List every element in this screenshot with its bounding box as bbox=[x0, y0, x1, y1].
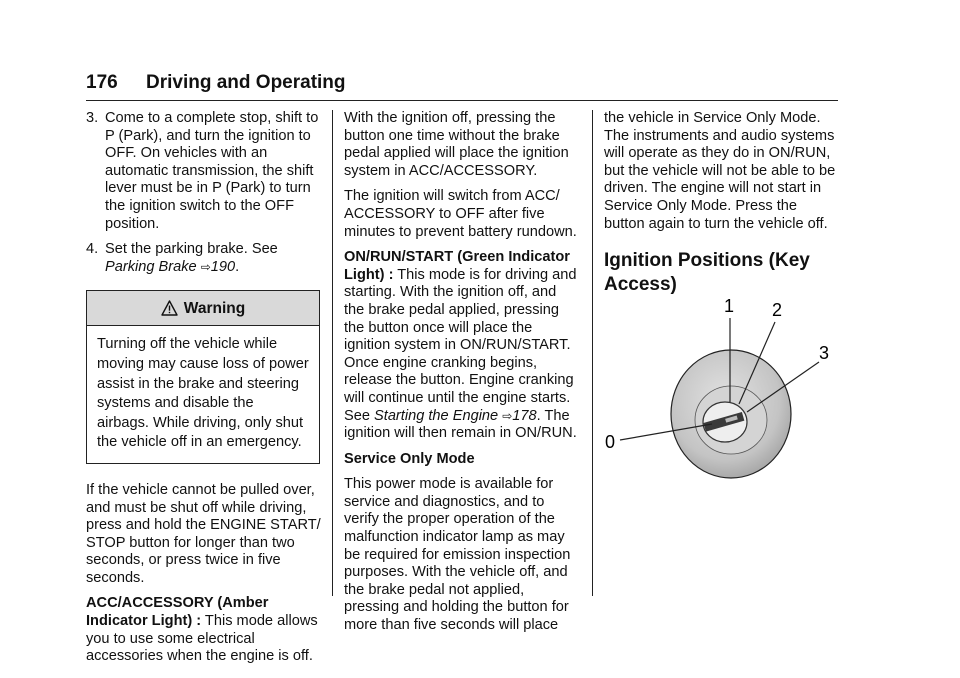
step-text: Set the parking brake. See bbox=[105, 241, 278, 258]
section-heading: Ignition Positions (Key Access) bbox=[604, 250, 810, 296]
starting-engine-link[interactable]: Starting the Engine bbox=[374, 407, 499, 424]
warning-box bbox=[86, 290, 320, 464]
acc-text: This mode allows you to use some electrical accessories when the engine is off. bbox=[86, 613, 318, 665]
step-text: Come to a complete stop, shift to P (Park), and turn the ignition to OFF. On vehicles with an automatic transmission, the shift lever must be in P (Park) to turn the ignition switch to the OFF position. bbox=[105, 110, 319, 232]
page-ref[interactable]: 190 bbox=[210, 258, 236, 275]
paragraph: If the vehicle cannot be pulled over, and must be shut off while driving, press and hold the ENGINE START/ STOP button for longer than two seconds, or press twice in five seconds. bbox=[86, 481, 321, 586]
warning-text: Turning off the vehicle while moving may cause loss of power assist in the brake and steering systems and disable the airbags. While driving, only shut the vehicle off in an emergency. bbox=[97, 336, 309, 451]
column-right bbox=[604, 110, 840, 297]
position-label-2: 2 bbox=[772, 300, 783, 320]
step-number: 3. bbox=[86, 110, 99, 126]
run-text: This mode is for driving and starting. With the ignition off, and the brake pedal applied, pressing the button once will place the ignition system in ON/RUN/START. Once engine cranking begins, release the button. Engine cranking will continue until the engine starts. See bbox=[344, 266, 577, 424]
page-ref[interactable]: 178 bbox=[512, 407, 537, 424]
page-number: 176 bbox=[86, 72, 118, 93]
acc-term: ACC/ACCESSORY (Amber Indicator Light) : bbox=[86, 595, 269, 630]
paragraph: With the ignition off, pressing the button one time without the brake pedal applied will place the ignition system in ACC/ACCESSORY. bbox=[344, 110, 569, 179]
position-label-0: 0 bbox=[605, 432, 616, 452]
column-left bbox=[86, 110, 322, 674]
paragraph: The ignition will switch from ACC/ ACCESSORY to OFF after five minutes to prevent battery rundown. bbox=[344, 188, 577, 240]
warning-header bbox=[87, 291, 319, 326]
step-item bbox=[86, 241, 322, 276]
paragraph bbox=[86, 595, 322, 665]
page-ref-icon: ⇨ bbox=[502, 408, 513, 423]
warning-title: Warning bbox=[183, 299, 246, 317]
step-item bbox=[86, 110, 322, 233]
warning-icon bbox=[161, 300, 178, 316]
parking-brake-link[interactable]: Parking Brake bbox=[105, 258, 197, 275]
column-divider bbox=[332, 110, 333, 596]
ignition-diagram bbox=[604, 290, 840, 490]
run-text: . The ignition will then remain in ON/RUN. bbox=[344, 407, 577, 442]
service-heading: Service Only Mode bbox=[344, 450, 475, 467]
page-header bbox=[86, 70, 838, 101]
paragraph: the vehicle in Service Only Mode. The instruments and audio systems will operate as they do in ON/RUN, but the vehicle will not be able to be driven. The engine will not start in Service Only Mode. Press the button again to turn the vehicle off. bbox=[604, 110, 836, 232]
position-label-3: 3 bbox=[819, 343, 830, 363]
section-title: Driving and Operating bbox=[146, 72, 346, 93]
column-middle bbox=[344, 110, 580, 643]
run-term: ON/RUN/START (Green Indicator Light) : bbox=[344, 249, 570, 283]
step-number: 4. bbox=[86, 241, 99, 258]
step-list bbox=[86, 110, 322, 276]
step-tail: . bbox=[235, 258, 240, 275]
page-ref-icon: ⇨ bbox=[200, 259, 211, 274]
paragraph: This power mode is available for service and diagnostics, and to verify the proper operation of the malfunction indicator lamp as may be required for emission inspection purposes. With the vehicle off, and the brake pedal not applied, pressing and holding the button for more than five seconds will place bbox=[344, 476, 571, 634]
paragraph bbox=[344, 249, 580, 443]
column-divider bbox=[592, 110, 593, 596]
position-label-1: 1 bbox=[724, 296, 735, 316]
